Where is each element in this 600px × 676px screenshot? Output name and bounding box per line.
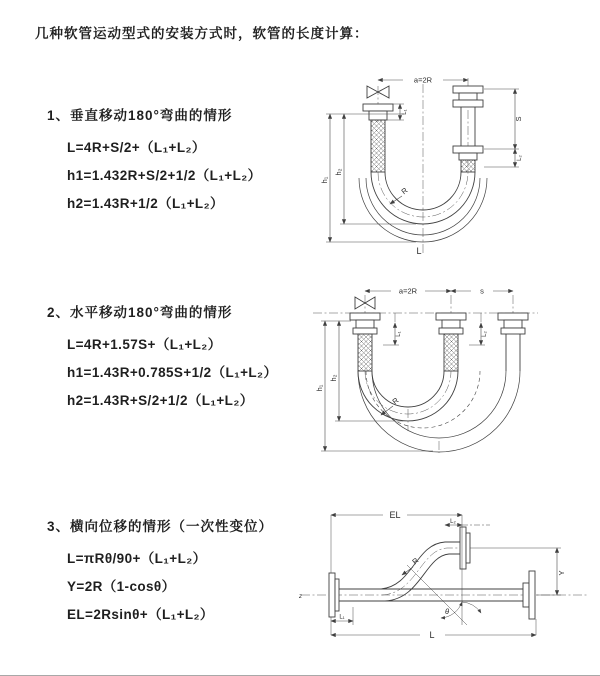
- label-fitting-top: L₂: [450, 519, 456, 525]
- label-break-mark: z: [299, 594, 302, 600]
- section-2: [47, 301, 277, 417]
- label-fitting-left: L₁: [339, 614, 345, 621]
- page-title: 几种软管运动型式的安装方式时，软管的长度计算：: [35, 26, 369, 41]
- label-width: a=2R: [413, 75, 433, 85]
- label-travel: s: [480, 286, 484, 296]
- dim-stroke: [484, 89, 519, 167]
- formula-line: h2=1.43R+1/2（L₁+L₂）: [67, 196, 224, 211]
- hose-centerline-arc: [365, 371, 451, 414]
- label-height-inner: h₂: [334, 168, 343, 176]
- left-hose-braid: [358, 334, 372, 371]
- formula-line: L=4R+S/2+（L₁+L₂）: [67, 140, 206, 155]
- label-radius: R: [390, 395, 401, 407]
- left-flange: [329, 573, 339, 617]
- label-fitting-left: L₁: [402, 109, 408, 115]
- formula-line: L=πRθ/90+（L₁+L₂）: [67, 551, 207, 566]
- formula-line: Y=2R（1-cosθ）: [67, 579, 176, 594]
- left-flange: [350, 313, 380, 334]
- right-hose-braid: [461, 160, 475, 172]
- label-height-outer: h₁: [315, 384, 324, 392]
- label-radius: R: [410, 555, 421, 567]
- section-1: [47, 104, 262, 220]
- label-height-inner: h₂: [329, 374, 338, 382]
- hose-arcs: [358, 371, 520, 452]
- diagram-lateral-displacement: [295, 503, 595, 648]
- curved-hose-centerline: [382, 548, 467, 595]
- formula-line: h2=1.43R+S/2+1/2（L₁+L₂）: [67, 393, 254, 408]
- section-heading: 1、垂直移动180°弯曲的情形: [47, 108, 233, 123]
- displaced-pipe: [506, 334, 520, 371]
- label-width: a=2R: [398, 286, 418, 296]
- right-flange-upper: [453, 86, 483, 107]
- formula-line: h1=1.43R+0.785S+1/2（L₁+L₂）: [67, 365, 278, 380]
- middle-flange: [436, 313, 466, 334]
- label-offset: Y: [557, 570, 566, 576]
- label-fitting-right: L₂: [517, 155, 523, 161]
- formula-line: L=4R+1.57S+（L₁+L₂）: [67, 337, 222, 352]
- middle-hose-braid: [444, 334, 458, 371]
- right-flange: [523, 571, 535, 619]
- upper-flange: [460, 527, 470, 569]
- label-stroke: S: [514, 116, 523, 122]
- dim-heights: [321, 321, 433, 451]
- section-3: [47, 515, 273, 631]
- formula-line: h1=1.432R+S/2+1/2（L₁+L₂）: [67, 168, 262, 183]
- label-extended-length: EL: [389, 510, 401, 520]
- label-length: L: [429, 630, 435, 640]
- dim-offset: [470, 548, 561, 595]
- right-flange-lower: [453, 146, 483, 160]
- label-length: L: [416, 246, 422, 256]
- label-height-outer: h₁: [320, 176, 329, 184]
- label-radius: R: [399, 185, 410, 197]
- label-angle: θ: [444, 607, 450, 616]
- section-heading: 3、横向位移的情形（一次性变位）: [47, 519, 274, 534]
- section-heading: 2、水平移动180°弯曲的情形: [47, 305, 233, 320]
- diagram-vertical-180-bend: [300, 72, 585, 257]
- diagram-horizontal-180-bend: [303, 283, 593, 453]
- label-fitting-left: L₁: [396, 331, 402, 337]
- displaced-flange: [498, 313, 528, 334]
- label-fitting-mid: L₂: [482, 331, 488, 337]
- left-flange: [363, 104, 393, 120]
- formula-line: EL=2Rsinθ+（L₁+L₂）: [67, 607, 214, 622]
- curved-hose: [380, 542, 460, 601]
- dim-extended-length: [331, 515, 462, 573]
- left-hose-braid: [371, 120, 385, 172]
